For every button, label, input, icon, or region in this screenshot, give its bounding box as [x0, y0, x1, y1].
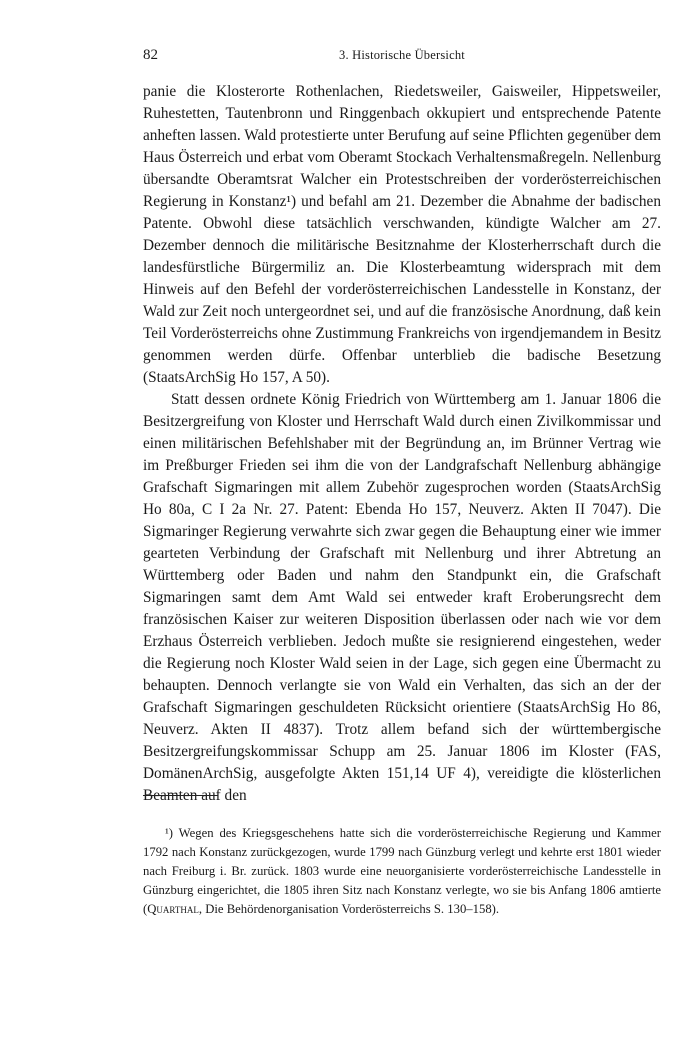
page-header — [143, 47, 661, 67]
footnote-author: Quarthal — [147, 902, 199, 916]
running-head: 3. Historische Übersicht — [339, 48, 465, 62]
paragraph: Statt dessen ordnete König Friedrich von Württemberg am 1. Januar 1806 die Besitzergreifung von Kloster und Herrschaft Wald durch einen Zivilkommissar und einen militärischen Befehlshaber mit der Begründung an, im Brünner Vertrag wie im Preßburger Frieden sei ihm die von der Landgrafschaft Nellenburg abhängige Grafschaft Sigmaringen mit allem Zubehör zugesprochen worden (StaatsArchSig Ho 80a, C I 2a Nr. 27. Patent: Ebenda Ho 157, Neuverz. Akten II 7047). Die Sigmaringer Regierung verwahrte sich zwar gegen die Behauptung einer wie immer gearteten Verbindung der Grafschaft mit Nellenburg und ihrer Abtretung an Württemberg oder Baden und nahm den Standpunkt ein, die Grafschaft Sigmaringen samt dem Amt Wald sei entweder kraft Eroberungsrecht dem französischen Kaiser zur weiteren Disposition überlassen oder nach wie vor dem Erzhaus Österreich verblieben. Jedoch mußte sie resignierend eingestehen, weder die Regierung noch Kloster Wald seien in der Lage, sich gegen eine Übermacht zu behaupten. Dennoch verlangte sie von Wald ein Verhalten, das sich an der der Grafschaft Sigmaringen geschuldeten Rücksicht orientiere (StaatsArchSig Ho 86, Neuverz. Akten II 4837). Trotz allem befand sich der württembergische Besitzergreifungskommissar Schupp am 25. Januar 1806 im Kloster (FAS, DomänenArchSig, ausgefolgte Akten 151,14 UF 4), vereidigte die klösterlichen Beamten auf den — [143, 391, 661, 804]
footnote-text: Wegen des Kriegsgeschehens hatte sich die vorderösterreichische Regierung und Kammer 1792 nach Konstanz zurückgezogen, wurde 1799 nach Günzburg verlegt und kehrte erst 1801 wieder nach Freiburg i. Br. zurück. 1803 wurde eine neuorganisierte vorderösterreichische Landesstelle in Günzburg eingerichtet, die 1805 ihren Sitz nach Konstanz verlegte, wo sie bis Anfang 1806 amtierte ( — [143, 826, 661, 916]
footnote-separator — [143, 795, 218, 796]
footnote-text-end: , Die Behördenorganisation Vorderösterreichs S. 130–158). — [198, 902, 500, 916]
paragraph: panie die Klosterorte Rothenlachen, Riedetsweiler, Gaisweiler, Hippetsweiler, Ruhestetten, Tautenbronn und Ringgenbach okkupiert und entsprechende Patente anheften lassen. Wald protestierte unter Berufung auf seine Pflichten gegenüber dem Haus Österreich und erbat vom Oberamt Stockach Verhaltensmaßregeln. Nellenburg übersandte Oberamtsrat Walcher ein Protestschreiben der vorderösterreichischen Regierung in Konstanz¹) und befahl am 21. Dezember die Abnahme der badischen Patente. Obwohl diese tatsächlich verschwanden, kündigte Walcher am 27. Dezember dennoch die militärische Besitznahme der Klosterherrschaft durch die landesfürstliche Bürgermiliz an. Die Klosterbeamtung widersprach mit dem Hinweis auf den Befehl der vorderösterreichischen Landesstelle in Konstanz, der Wald zur Zeit noch untergeordnet sei, und auf die französische Anordnung, daß kein Teil Vorderösterreichs ohne Zustimmung Frankreichs von irgendjemandem in Besitz genommen werden dürfe. Offenbar unterblieb die badische Besetzung (StaatsArchSig Ho 157, A 50). — [143, 83, 661, 386]
footnote — [143, 824, 661, 919]
page-number: 82 — [143, 47, 158, 63]
body-text — [143, 81, 661, 807]
footnote-marker: ¹) — [165, 826, 174, 840]
